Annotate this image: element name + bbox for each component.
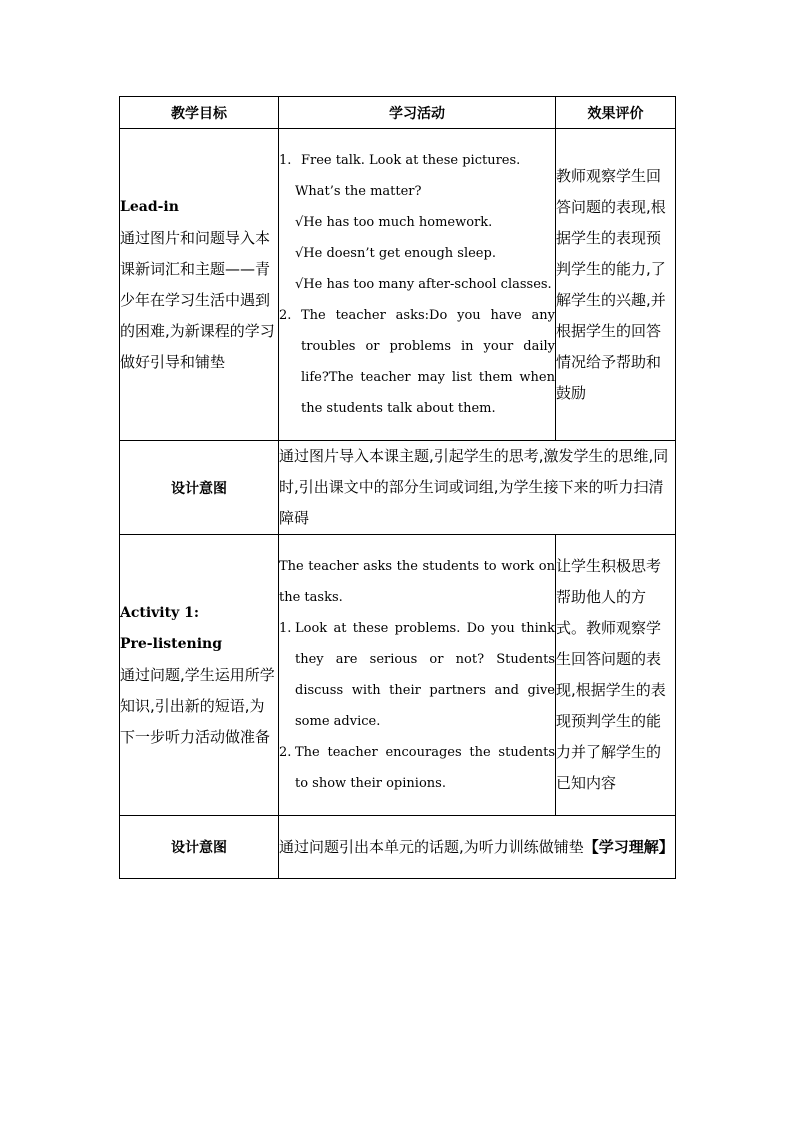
goal-cell (120, 129, 279, 441)
design-intent-text (279, 816, 676, 879)
activity-text: What’s the matter? (295, 184, 422, 199)
table-header-row (120, 97, 676, 129)
goal-title: Activity 1: (120, 604, 200, 621)
goal-description: 通过问题,学生运用所学知识,引出新的短语,为下一步听力活动做准备 (120, 665, 275, 746)
activity-number: 1. (279, 153, 292, 168)
goal-subtitle: Pre-listening (120, 635, 222, 652)
evaluation-cell: 教师观察学生回答问题的表现,根据学生的表现预判学生的能力,了解学生的兴趣,并根据学生的回答情况给予帮助和鼓励 (556, 129, 676, 441)
header-learning-activity: 学习活动 (279, 97, 556, 129)
design-intent-label: 设计意图 (120, 816, 279, 879)
activity-text: Look at these problems. Do you think they are serious or not? Students discuss with their partners and give some advice. (295, 621, 555, 729)
header-teaching-goal: 教学目标 (120, 97, 279, 129)
activity-number: 1. (279, 621, 292, 636)
activity-number: 2. (279, 745, 292, 760)
goal-title: Lead-in (120, 198, 179, 215)
table-row-design-1 (120, 441, 676, 535)
activity-cell (279, 129, 556, 441)
goal-cell (120, 535, 279, 816)
activity-text: The teacher encourages the students to show their opinions. (295, 745, 555, 791)
table-row-design-2 (120, 816, 676, 879)
design-intent-body: 通过问题引出本单元的话题,为听力训练做铺垫 (279, 837, 584, 856)
header-effect-evaluation: 效果评价 (556, 97, 676, 129)
activity-text: The teacher asks the students to work on the tasks. (279, 559, 555, 605)
activity-text: Free talk. Look at these pictures. (301, 153, 521, 168)
lesson-plan-table (119, 96, 676, 879)
activity-text: √He has too much homework. (295, 215, 493, 230)
activity-text: √He doesn’t get enough sleep. (295, 246, 496, 261)
design-intent-tag: 【学习理解】 (583, 837, 674, 856)
design-intent-text: 通过图片导入本课主题,引起学生的思考,激发学生的思维,同时,引出课文中的部分生词或词组,为学生接下来的听力扫清障碍 (279, 441, 676, 535)
goal-description: 通过图片和问题导入本课新词汇和主题——青少年在学习生活中遇到的困难,为新课程的学习做好引导和铺垫 (120, 228, 275, 371)
evaluation-cell: 让学生积极思考帮助他人的方式。教师观察学生回答问题的表现,根据学生的表现预判学生的能力并了解学生的已知内容 (556, 535, 676, 816)
activity-text: √He has too many after-school classes. (295, 277, 552, 292)
table-row-activity-1 (120, 535, 676, 816)
activity-text: The teacher asks:Do you have any troubles or problems in your daily life?The teacher may list them when the students talk about them. (301, 308, 555, 416)
design-intent-label: 设计意图 (120, 441, 279, 535)
activity-number: 2. (279, 308, 292, 323)
activity-cell (279, 535, 556, 816)
table-row-lead-in (120, 129, 676, 441)
